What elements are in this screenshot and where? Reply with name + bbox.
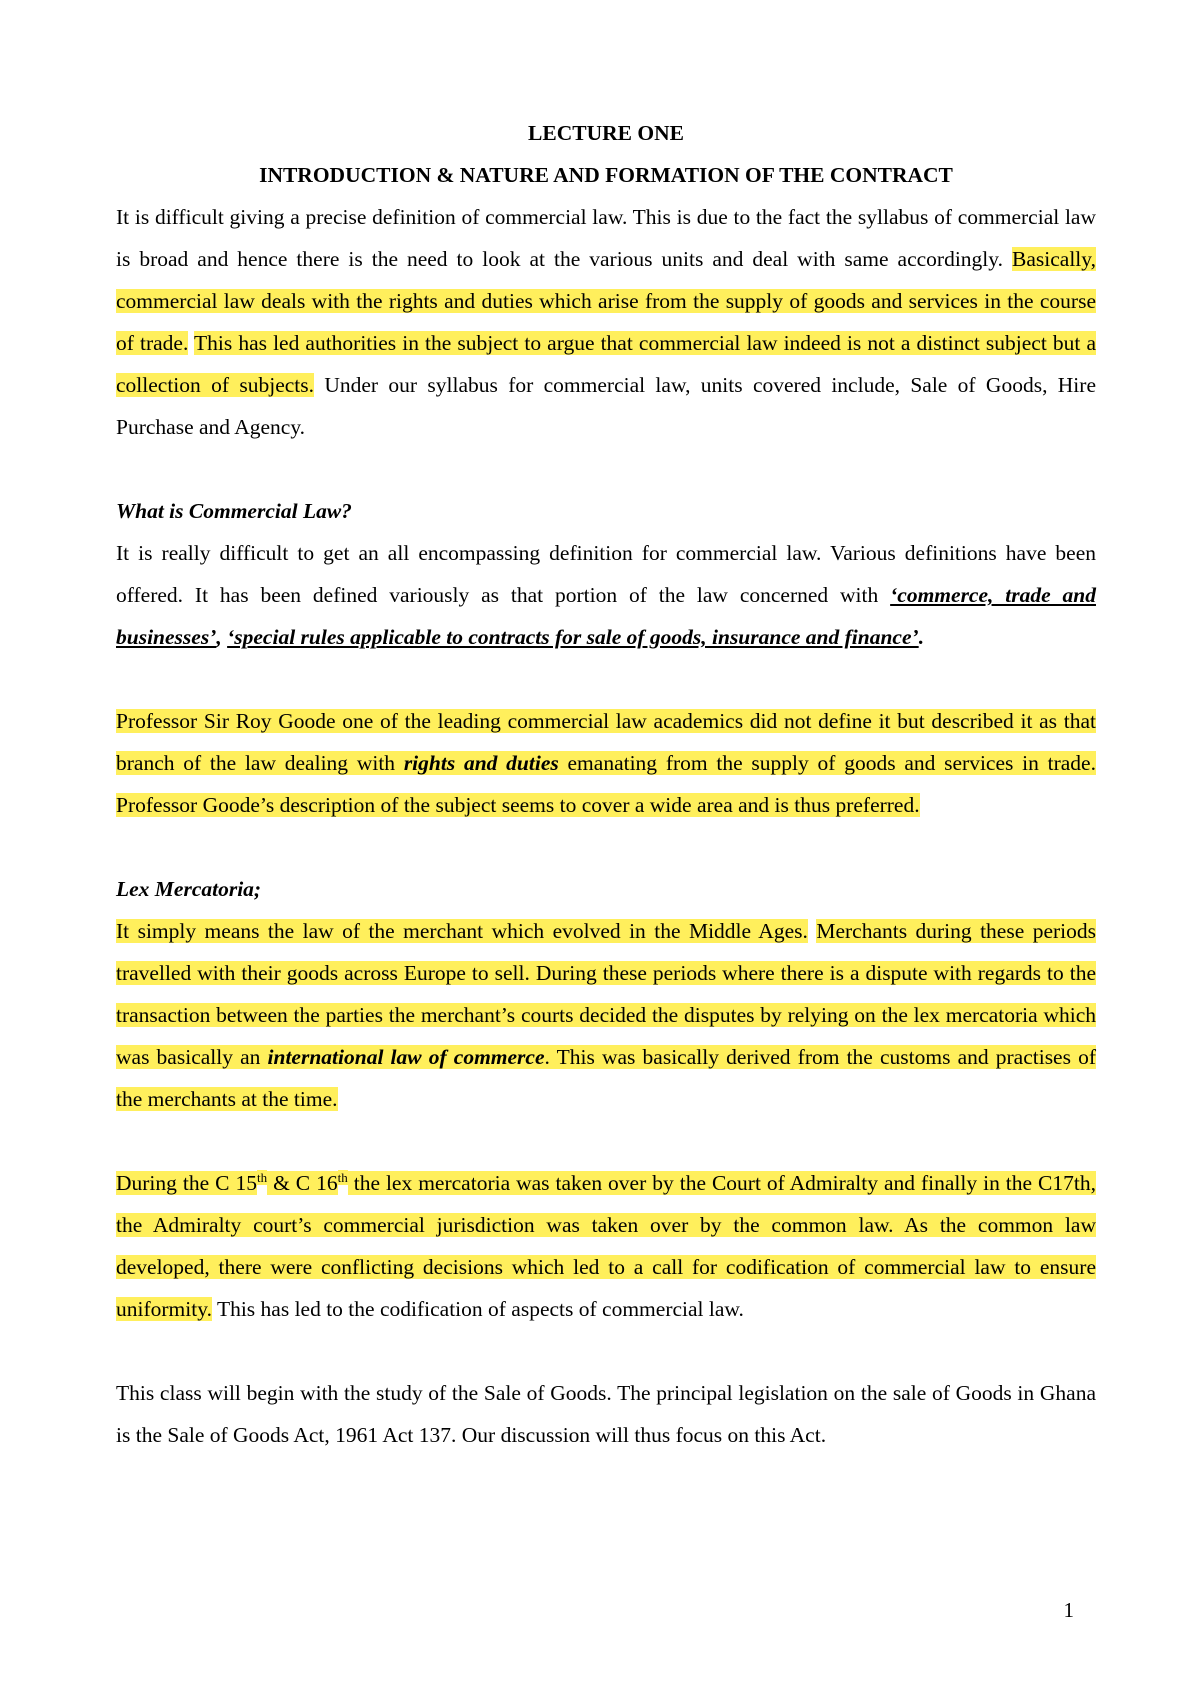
goode-text-start: Professor Sir Roy Goode one of the leading commercial law academics did not define it but described it as that branch of the law dealing with xyxy=(116,709,1096,775)
closing-paragraph: This class will begin with the study of the Sale of Goods. The principal legislation on the sale of Goods in Ghana is the Sale of Goods Act, 1961 Act 137. Our discussion will thus focus on this Act. xyxy=(116,1381,1096,1447)
quote-separator: , xyxy=(216,625,228,649)
history-codification: This has led to the codification of aspects of commercial law. xyxy=(211,1297,744,1321)
intro-text: It is difficult giving a precise definition of commercial law. This is due to the fact the syllabus of commercial law is broad and hence there is the need to look at the various units and deal with same accordingly. xyxy=(116,205,1096,271)
highlight-collection: This has led authorities in the subject to argue that commercial law indeed is not a distinct subject but a collection of subjects. xyxy=(116,331,1096,397)
lex-paragraph xyxy=(116,910,1096,1120)
definitions-text: It is really difficult to get an all encompassing definition for commercial law. Various definitions have been offered. It has been defined variously as that portion of the law concerned with xyxy=(116,541,1096,607)
intro-syllabus: Under our syllabus for commercial law, units covered include, Sale of Goods, Hire Purchase and Agency. xyxy=(116,373,1096,439)
history-paragraph xyxy=(116,1162,1096,1330)
highlight-definition: Basically, commercial law deals with the rights and duties which arise from the supply of goods and services in the course of trade. xyxy=(116,247,1096,355)
goode-text-end: emanating from the supply of goods and services in trade. Professor Goode’s description of the subject seems to cover a wide area and is thus preferred. xyxy=(116,751,1096,817)
lecture-title: LECTURE ONE xyxy=(528,121,684,145)
quote-commerce: ‘commerce, trade and businesses’ xyxy=(116,583,1096,649)
quote-special-rules: ‘special rules applicable to contracts for sale of goods, insurance and finance’ xyxy=(227,625,919,649)
history-codification-call: As the common law developed, there were conflicting decisions which led to a call for codification of commercial law to ensure uniformity. xyxy=(116,1213,1096,1321)
intro-paragraph xyxy=(116,196,1096,448)
page-content xyxy=(116,112,1096,1456)
definitions-paragraph xyxy=(116,532,1096,658)
page-number: 1 xyxy=(1063,1598,1074,1622)
superscript-th: th xyxy=(337,1169,348,1185)
goode-rights-duties: rights and duties xyxy=(403,751,559,775)
lex-merchants: Merchants during these periods travelled with their goods across Europe to sell. During these periods where there is a dispute with regards to the transaction between the parties the merchant’s courts decided the disputes by relying on the lex mercatoria which was basically an xyxy=(116,919,1096,1069)
lex-customs: . This was basically derived from the customs and practises of the merchants at the time. xyxy=(116,1045,1096,1111)
lex-definition: It simply means the law of the merchant which evolved in the Middle Ages. xyxy=(116,919,808,943)
history-c15: During the C 15 xyxy=(116,1171,257,1195)
spacer xyxy=(116,658,1096,700)
spacer xyxy=(116,448,1096,490)
section-heading-lex-mercatoria: Lex Mercatoria; xyxy=(116,877,262,901)
lecture-subtitle: INTRODUCTION & NATURE AND FORMATION OF THE CONTRACT xyxy=(259,163,953,187)
history-admiralty: the lex mercatoria was taken over by the Court of Admiralty and finally in the C17th, the Admiralty court’s commercial jurisdiction was taken over by the common law. xyxy=(116,1171,1096,1237)
spacer xyxy=(116,1120,1096,1162)
spacer xyxy=(116,826,1096,868)
goode-paragraph xyxy=(116,700,1096,826)
superscript-th: th xyxy=(256,1169,268,1185)
lex-international-law: international law of commerce xyxy=(267,1045,545,1069)
history-c16: & C 16 xyxy=(267,1171,338,1195)
spacer xyxy=(116,1330,1096,1372)
section-heading-commercial-law: What is Commercial Law? xyxy=(116,499,352,523)
quote-end: . xyxy=(918,625,925,649)
